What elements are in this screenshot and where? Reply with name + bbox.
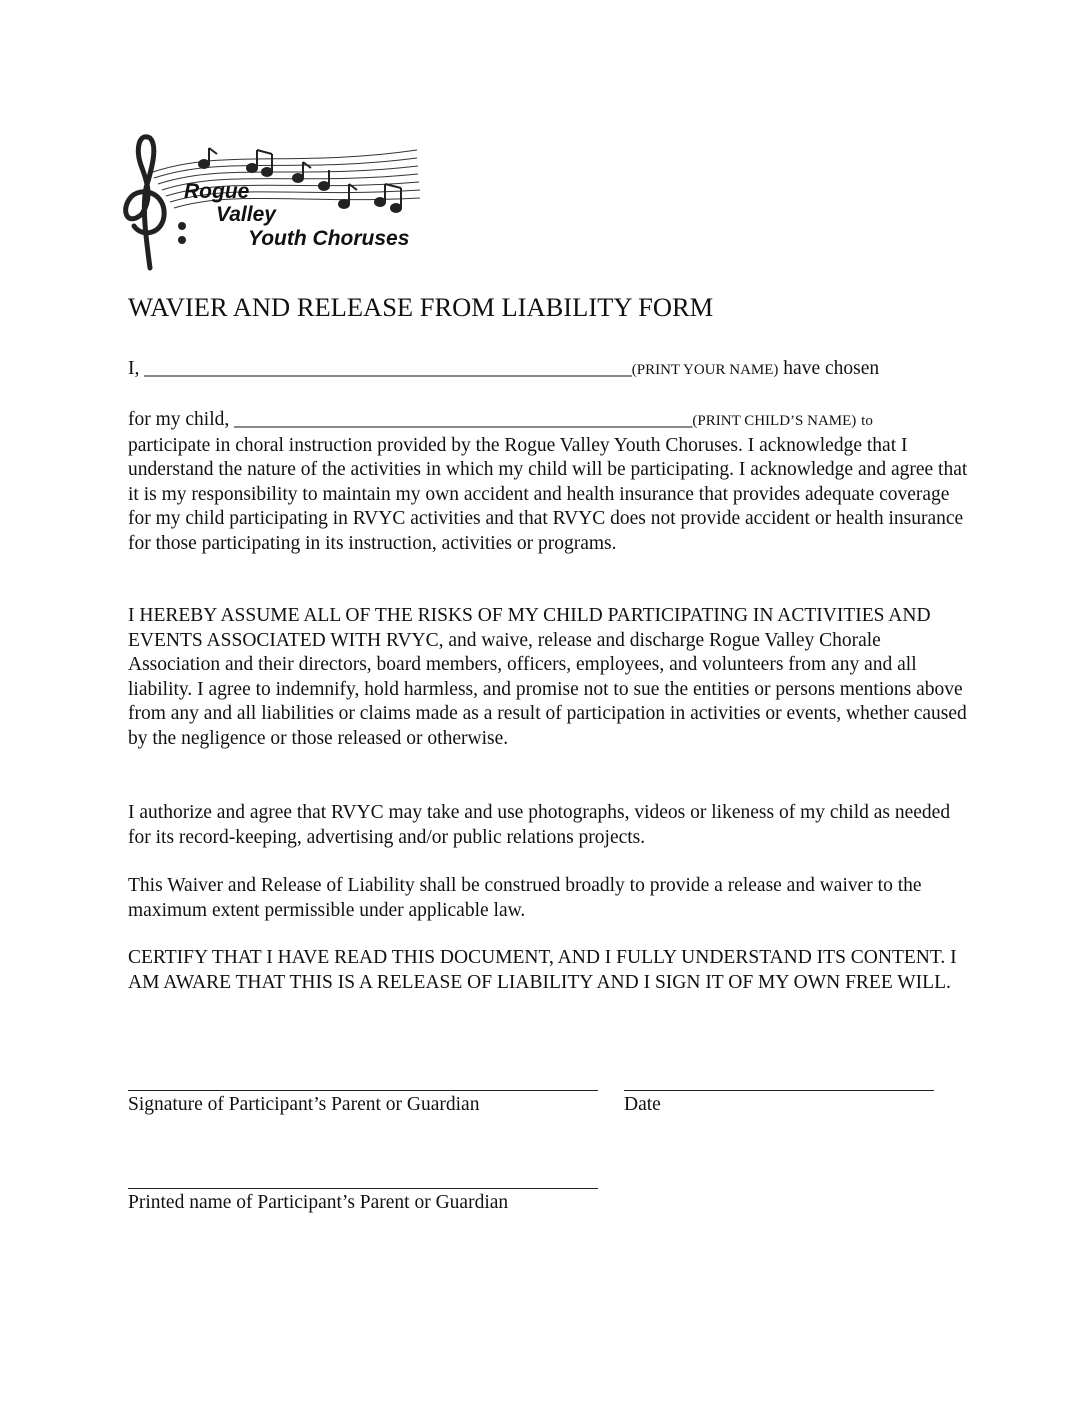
printed-name-label: Printed name of Participant’s Parent or Guardian xyxy=(128,1192,509,1213)
logo-text-youth-choruses: Youth Choruses xyxy=(248,227,410,250)
logo-text-valley: Valley xyxy=(216,203,276,226)
child-name-suffix: to xyxy=(861,413,873,429)
printed-name-line[interactable] xyxy=(128,1188,598,1189)
instruction-text: participate in choral instruction provided by the Rogue Valley Youth Choruses. I acknowledge that I understand the nature of the activities in which my child will be participating. I acknowledge and agree that it is my responsibility to maintain my own accident and health insurance that provides adequate coverage for my child participating in RVYC activities and that RVYC does not provide accident or health insurance for those participating in its instruction, activities or programs. xyxy=(128,434,968,554)
signature-line[interactable] xyxy=(128,1090,598,1091)
form-title: WAVIER AND RELEASE FROM LIABILITY FORM xyxy=(128,292,714,322)
date-line[interactable] xyxy=(624,1090,934,1091)
parent-name-hint: (PRINT YOUR NAME) xyxy=(631,362,779,378)
construction-paragraph: This Waiver and Release of Liability shall be construed broadly to provide a release and waiver to the maximum extent permissible under applicable law. xyxy=(128,875,922,921)
child-name-line xyxy=(128,408,968,434)
parent-name-suffix: have chosen xyxy=(783,358,880,379)
parent-name-prefix: I, xyxy=(128,358,140,379)
child-name-prefix: for my child, xyxy=(128,409,230,430)
instruction-paragraph xyxy=(128,408,968,557)
signature-label: Signature of Participant’s Parent or Guardian xyxy=(128,1094,480,1115)
rvyc-logo xyxy=(112,128,432,278)
photo-release-paragraph: I authorize and agree that RVYC may take and use photographs, videos or likeness of my child as needed for its record-keeping, advertising and/or public relations projects. xyxy=(128,802,951,848)
parent-name-line xyxy=(128,358,879,380)
certification-paragraph: CERTIFY THAT I HAVE READ THIS DOCUMENT, AND I FULLY UNDERSTAND ITS CONTENT. I AM AWARE THAT THIS IS A RELEASE OF LIABILITY AND I SIGN IT OF MY OWN FREE WILL. xyxy=(128,947,957,993)
assumption-of-risk-paragraph: I HEREBY ASSUME ALL OF THE RISKS OF MY CHILD PARTICIPATING IN ACTIVITIES AND EVENTS ASSOCIATED WITH RVYC, and waive, release and discharge Rogue Valley Chorale Association and their directors, board members, officers, employees, and volunteers from any and all liability. I agree to indemnify, hold harmless, and promise not to sue the entities or persons mentions above from any and all liabilities or claims made as a result of participation in activities or events, whether caused by the negligence or those released or otherwise. xyxy=(128,605,967,749)
logo-text-rogue: Rogue xyxy=(184,180,250,203)
child-name-hint: (PRINT CHILD’S NAME) xyxy=(692,413,857,429)
date-label: Date xyxy=(624,1094,661,1115)
child-name-blank[interactable]: _______________________________________________ xyxy=(234,409,693,430)
parent-name-blank[interactable]: __________________________________________________ xyxy=(144,358,632,379)
